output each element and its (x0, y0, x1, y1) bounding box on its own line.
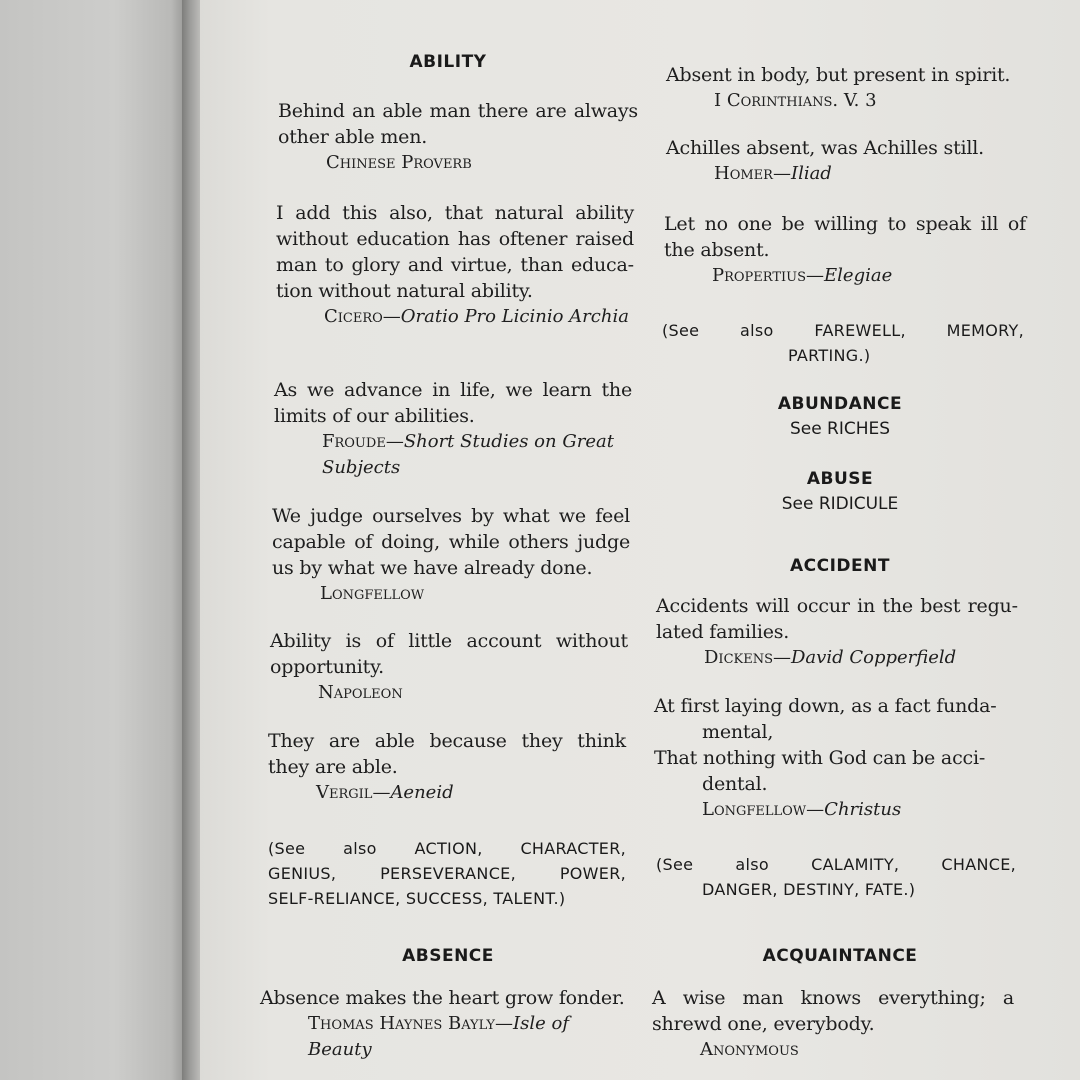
see-also-line: (See also CALAMITY, CHANCE, (656, 855, 1016, 874)
quote-attribution: Anonymous (700, 1039, 799, 1060)
heading-absence: ABSENCE (402, 946, 494, 966)
left-column (258, 0, 638, 1080)
quote-entry (274, 377, 632, 481)
attribution-author: Longfellow (702, 799, 807, 820)
quote-text: Absent in body, but present in spirit. (666, 64, 1011, 86)
quote-entry (276, 200, 634, 330)
quote-attribution: Thomas Haynes Bayly—Isle of Beauty (308, 1013, 569, 1060)
quote-entry (270, 628, 628, 706)
attribution-author: Cicero (324, 306, 383, 327)
quote-attribution: Froude—Short Studies on Great Subjects (322, 431, 614, 478)
see-also-absence (662, 318, 1024, 368)
quote-text: A wise man knows everything; a shrewd one, everybody. (652, 987, 1014, 1035)
quote-attribution: Vergil—Aeneid (316, 782, 454, 803)
quote-attribution: Dickens—David Copperfield (704, 647, 957, 668)
quote-attribution: Chinese Proverb (326, 152, 472, 173)
see-also-ability (268, 836, 626, 911)
attribution-author: Dickens (704, 647, 773, 668)
quote-text: As we advance in life, we learn the limits of our abilities. (274, 379, 632, 427)
verse-line: That nothing with God can be acci- (654, 747, 986, 769)
see-reference: See RICHES (789, 419, 891, 439)
quote-text: Accidents will occur in the best regulated families. (656, 595, 1018, 643)
attribution-author: Froude (322, 431, 386, 452)
quote-text: Achilles absent, was Achilles still. (666, 137, 984, 159)
see-also-line: (See also ACTION, CHARACTER, (268, 839, 626, 858)
attribution-work: Oratio Pro Licinio Archia (400, 306, 629, 327)
quote-text: They are able because they think they are able. (268, 730, 626, 778)
see-reference: See RIDICULE (781, 494, 899, 514)
attribution-work: Aeneid (390, 782, 454, 803)
quote-text: Absence makes the heart grow fonder. (260, 987, 625, 1009)
quote-attribution: Longfellow—Christus (702, 799, 902, 820)
right-column (650, 0, 1030, 1080)
attribution-work: Iliad (790, 163, 832, 184)
quote-attribution: Longfellow (320, 583, 425, 604)
see-also-accident (656, 852, 1016, 902)
attribution-work: Christus (824, 799, 902, 820)
quote-attribution: Cicero—Oratio Pro Licinio Archia (324, 306, 629, 327)
heading-accident: ACCIDENT (790, 556, 890, 576)
quote-entry (656, 593, 1018, 671)
quote-text: I add this also, that natural ability without education has oftener raised man to glory and virtue, than education without natural ability. (276, 202, 634, 302)
heading-acquaintance: ACQUAINTANCE (762, 946, 918, 966)
quote-text: We judge ourselves by what we feel capable of doing, while others judge us by what we have already done. (272, 505, 630, 579)
quote-attribution: Propertius—Elegiae (712, 265, 893, 286)
quote-entry (666, 135, 1026, 187)
attribution-author: Thomas Haynes Bayly (308, 1013, 496, 1034)
verse-line: At first laying down, as a fact funda- (654, 695, 997, 717)
see-also-line: (See also FAREWELL, MEMORY, (662, 321, 1024, 340)
heading-abundance: ABUNDANCE (777, 394, 903, 414)
quote-attribution: Homer—Iliad (714, 163, 832, 184)
quote-entry (652, 985, 1014, 1063)
heading-abuse: ABUSE (806, 469, 874, 489)
quote-entry (268, 728, 626, 806)
see-also-line: GENIUS, PERSEVERANCE, POWER, (268, 864, 626, 883)
verse-line: dental. (702, 773, 768, 795)
quote-attribution: I Corinthians. V. 3 (714, 90, 877, 111)
attribution-author: Propertius (712, 265, 807, 286)
facing-page (0, 0, 190, 1080)
quote-entry (664, 211, 1026, 289)
quote-text (654, 693, 1018, 797)
see-also-line: SELF-RELIANCE, SUCCESS, TALENT.) (268, 889, 566, 908)
quote-attribution: Napoleon (318, 682, 403, 703)
attribution-work: Elegiae (824, 265, 893, 286)
quote-text: Let no one be willing to speak ill of the absent. (664, 213, 1026, 261)
heading-ability: ABILITY (409, 52, 487, 72)
quote-entry (272, 503, 630, 607)
attribution-work: David Copperfield (791, 647, 957, 668)
attribution-author: Vergil (316, 782, 373, 803)
quote-text: Ability is of little account without opportunity. (270, 630, 628, 678)
quote-entry (654, 693, 1018, 823)
quote-text: Behind an able man there are always other able men. (278, 100, 638, 148)
quote-entry (260, 985, 626, 1063)
attribution-author: Homer (714, 163, 773, 184)
attribution-work: Isle of Beauty (308, 1013, 569, 1060)
see-also-line: PARTING.) (788, 346, 871, 365)
attribution-work: Short Studies on Great Subjects (322, 431, 614, 478)
see-also-line: DANGER, DESTINY, FATE.) (702, 880, 916, 899)
quote-entry (278, 98, 638, 176)
verse-line: mental, (702, 721, 774, 743)
quote-entry (666, 62, 1026, 114)
